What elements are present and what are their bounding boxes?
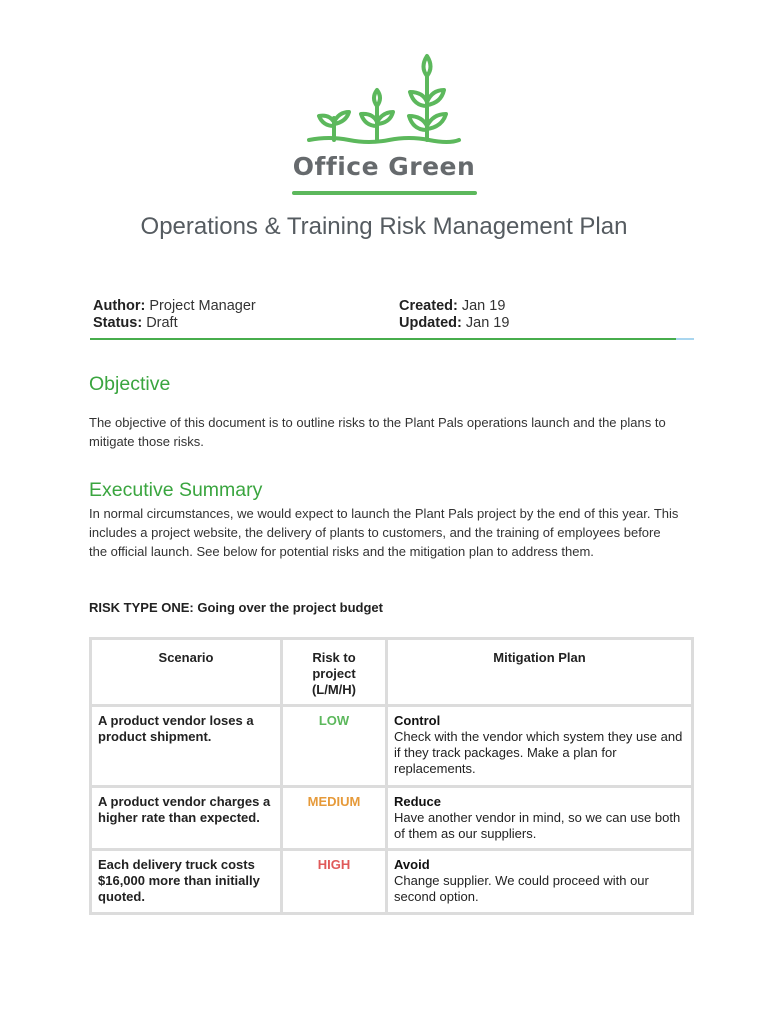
- header-scenario: Scenario: [91, 639, 282, 706]
- meta-divider-tail: [676, 338, 694, 340]
- scenario-cell: A product vendor charges a higher rate than expected.: [91, 787, 282, 850]
- mitigation-title: Reduce: [394, 794, 441, 809]
- brand-name: Office Green: [292, 152, 476, 181]
- author-line: [93, 298, 256, 315]
- meta-divider: [90, 338, 676, 340]
- risk-level-high: HIGH: [282, 850, 387, 914]
- header-mitigation: Mitigation Plan: [387, 639, 693, 706]
- risk-type-label: RISK TYPE ONE: Going over the project budget: [89, 600, 383, 615]
- executive-summary-text: In normal circumstances, we would expect to launch the Plant Pals project by the end of this year. This includes a project website, the delivery of plants to customers, and the training of employees before the official launch. See below for potential risks and the mitigation plan to address them.: [89, 506, 679, 559]
- table-row: [91, 850, 693, 914]
- meta-left: [93, 298, 256, 332]
- created-label: Created:: [399, 298, 458, 314]
- scenario-cell: A product vendor loses a product shipment.: [91, 706, 282, 787]
- risk-table: [89, 637, 694, 915]
- mitigation-cell: [387, 706, 693, 787]
- executive-summary-heading: Executive Summary: [89, 479, 263, 501]
- status-line: [93, 315, 256, 332]
- header-risk-text: Risk to project (L/M/H): [311, 650, 357, 697]
- meta-right: [399, 298, 509, 332]
- mitigation-body: Check with the vendor which system they use and if they track packages. Make a plan for replacements.: [394, 729, 683, 776]
- updated-line: [399, 315, 509, 332]
- document-title: Operations & Training Risk Management Plan: [140, 213, 628, 240]
- mitigation-title: Avoid: [394, 857, 430, 872]
- brand-logo: [0, 50, 768, 150]
- scenario-cell: Each delivery truck costs $16,000 more than initially quoted.: [91, 850, 282, 914]
- risk-level-low: LOW: [282, 706, 387, 787]
- sprouting-plants-icon: [299, 50, 469, 150]
- updated-value: Jan 19: [465, 315, 510, 331]
- created-value: Jan 19: [461, 298, 506, 314]
- table-header-row: [91, 639, 693, 706]
- mitigation-body: Change supplier. We could proceed with our second option.: [394, 873, 649, 904]
- mitigation-cell: [387, 850, 693, 914]
- mitigation-cell: [387, 787, 693, 850]
- author-label: Author:: [93, 298, 146, 314]
- created-line: [399, 298, 509, 315]
- mitigation-body: Have another vendor in mind, so we can use both of them as our suppliers.: [394, 810, 681, 841]
- mitigation-title: Control: [394, 713, 441, 728]
- table-row: [91, 706, 693, 787]
- status-label: Status:: [93, 315, 143, 331]
- table-row: [91, 787, 693, 850]
- risk-level-medium: MEDIUM: [282, 787, 387, 850]
- author-value: Project Manager: [149, 298, 256, 314]
- status-value: Draft: [146, 315, 178, 331]
- updated-label: Updated:: [399, 315, 462, 331]
- brand-underline: [292, 191, 477, 195]
- objective-text: The objective of this document is to outline risks to the Plant Pals operations launch and the plans to mitigate those risks.: [89, 415, 666, 449]
- header-risk: [282, 639, 387, 706]
- objective-heading: Objective: [89, 373, 171, 395]
